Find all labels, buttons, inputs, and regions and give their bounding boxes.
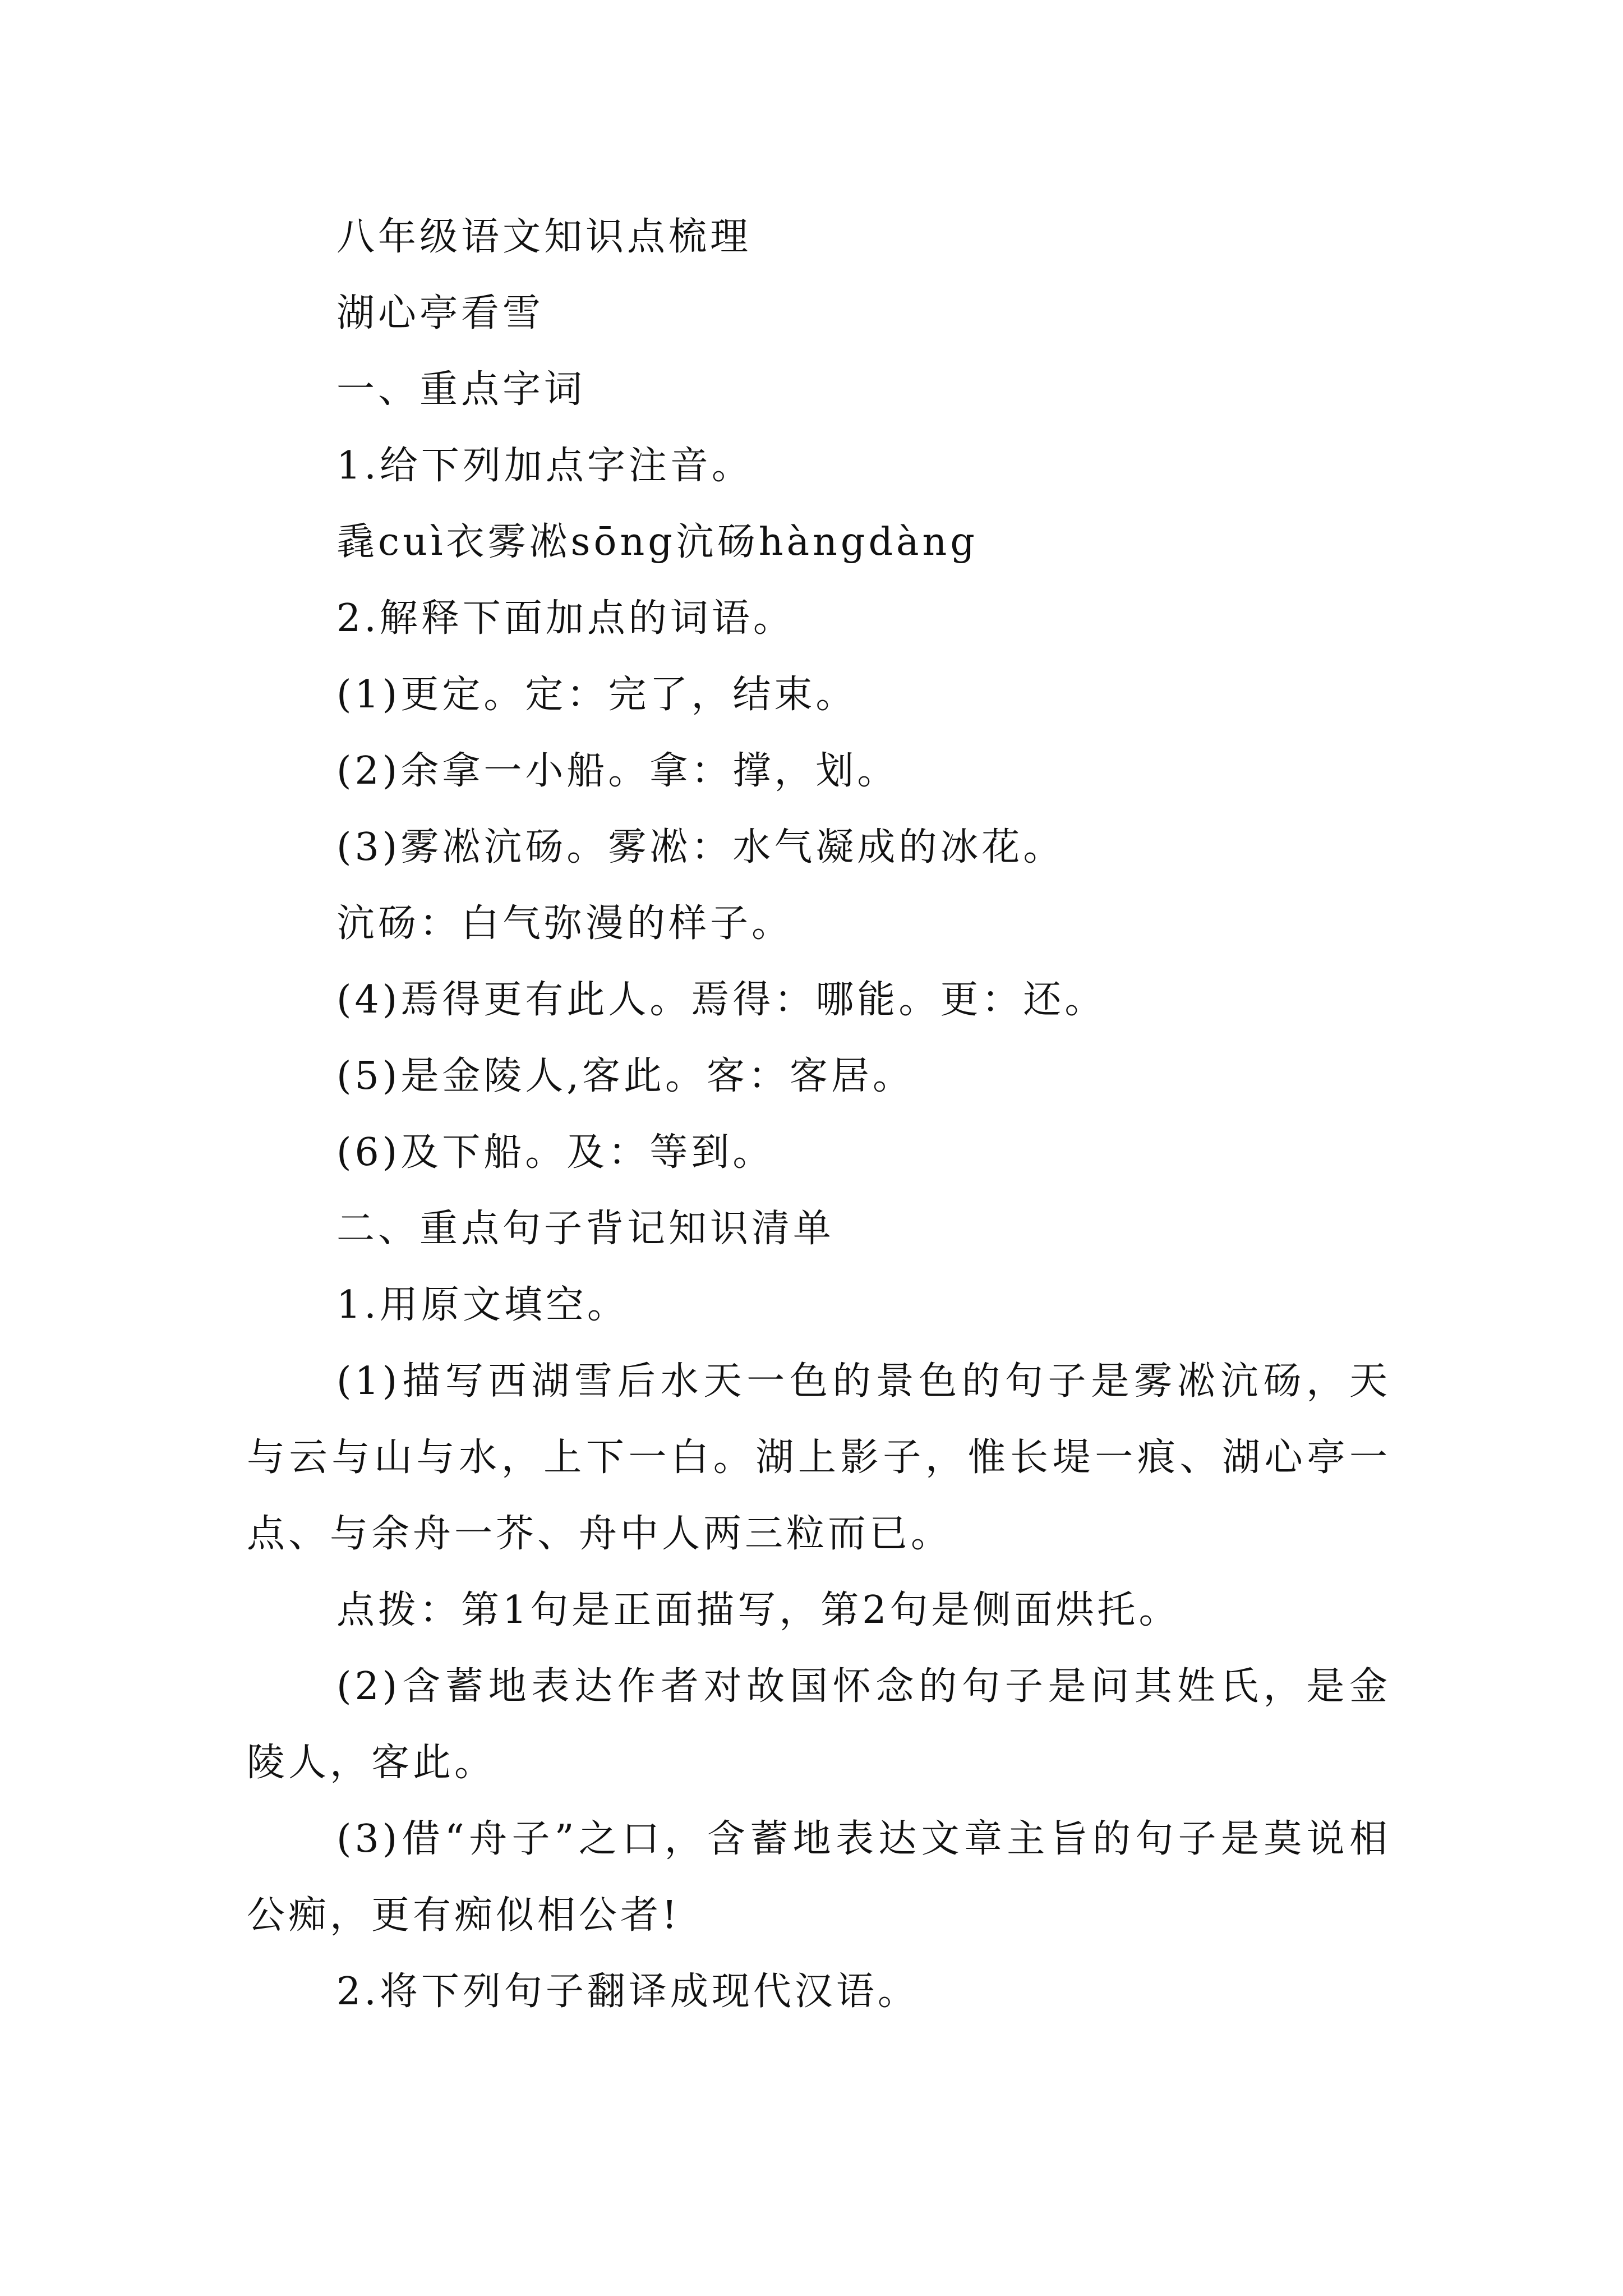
explain-item: (6)及下船。及：等到。 (336, 1130, 774, 1175)
hint-text: 点拨：第1句是正面描写，第2句是侧面烘托。 (336, 1588, 1181, 1632)
explain-item: (1)更定。定：完了，结束。 (336, 673, 857, 717)
question-pinyin: 1.给下列加点字注音。 (336, 444, 753, 488)
answer-paragraph: (2)含蓄地表达作者对故国怀念的句子是问其姓氏，是金陵人，客此。 (247, 1664, 1391, 1785)
explain-item: (4)焉得更有此人。焉得：哪能。更：还。 (336, 978, 1106, 1022)
document-body (247, 199, 1391, 2030)
explain-item: (5)是金陵人,客此。客：客居。 (336, 1054, 914, 1098)
question-fill-blank: 1.用原文填空。 (336, 1283, 629, 1327)
section-heading-key-words: 一、重点字词 (336, 367, 586, 412)
lesson-title: 湖心亭看雪 (336, 291, 545, 335)
answer-paragraph: (3)借“舟子”之口，含蓄地表达文章主旨的句子是莫说相公痴，更有痴似相公者! (247, 1817, 1391, 1938)
explain-item: 沆砀：白气弥漫的样子。 (336, 901, 794, 946)
section-heading-key-sentences: 二、重点句子背记知识清单 (336, 1207, 835, 1251)
pinyin-answers: 毳cuì衣雾凇sōng沆砀hàngdàng (336, 520, 978, 564)
explain-item: (3)雾凇沆砀。雾凇：水气凝成的冰花。 (336, 825, 1065, 869)
question-explain-words: 2.解释下面加点的词语。 (336, 596, 795, 641)
question-translate: 2.将下列句子翻译成现代汉语。 (336, 1970, 919, 2014)
document-title: 八年级语文知识点梳理 (336, 215, 752, 259)
explain-item: (2)余拿一小船。拿：撑，划。 (336, 749, 899, 793)
answer-paragraph: (1)描写西湖雪后水天一色的景色的句子是雾凇沆砀，天与云与山与水，上下一白。湖上影子，惟长堤一痕、湖心亭一点、与余舟一芥、舟中人两三粒而已。 (247, 1359, 1391, 1556)
